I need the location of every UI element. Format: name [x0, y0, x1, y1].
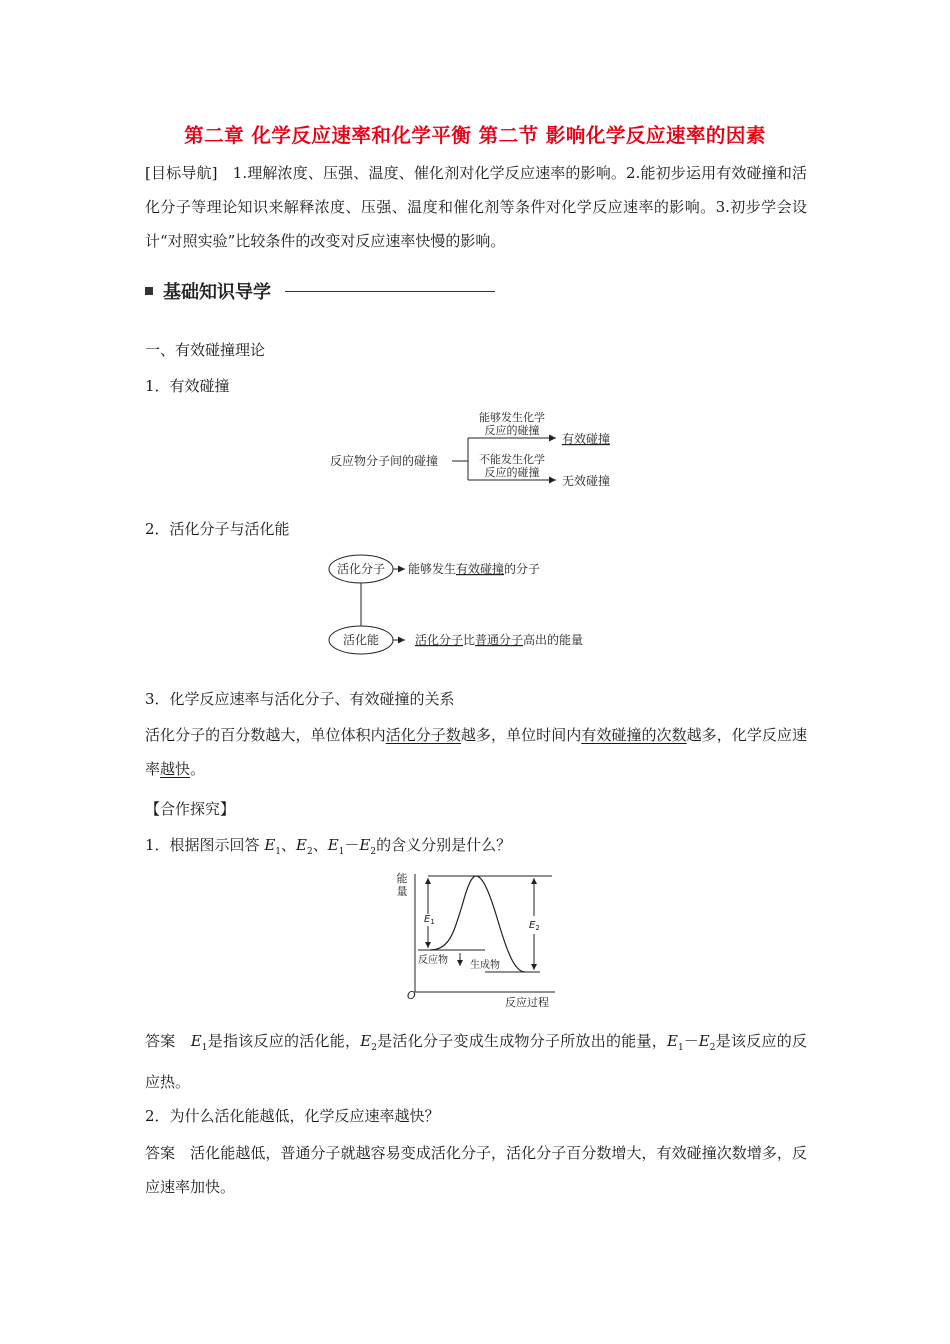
section-title: 基础知识导学: [163, 282, 271, 303]
collision-diagram: [320, 402, 640, 498]
question-1: 1．根据图示回答 $E_1$、$E_2$、$E_1-E_2$的含义分别是什么？: [145, 836, 512, 857]
x-axis-label: 反应过程: [505, 996, 549, 1009]
lower-label-2: 反应的碰撞: [484, 466, 540, 479]
y-axis-label-1: 能: [396, 872, 408, 885]
reactant-label: 反应物: [418, 955, 448, 966]
activation-diagram: [322, 548, 622, 660]
upper-result: 有效碰撞: [562, 432, 611, 446]
lower-label-1: 不能发生化学: [479, 453, 545, 466]
upper-label-1: 能够发生化学: [479, 411, 545, 424]
section-rule: [285, 291, 495, 292]
bottom-description: 活化分子比普通分子高出的能量: [415, 633, 584, 647]
relationship-paragraph: 活化分子的百分数越大，单位体积内活化分子数越多，单位时间内有效碰撞的次数越多，化学反应速率越快。: [145, 726, 807, 778]
square-bullet-icon: [145, 287, 153, 295]
upper-label-2: 反应的碰撞: [484, 424, 540, 437]
answer-1: 答案 $E_1$是指该反应的活化能，$E_2$是活化分子变成生成物分子所放出的能量，$E_1-E_2$是该反应的反应热。: [145, 1032, 807, 1091]
goal-prefix: [目标导航]: [145, 164, 218, 182]
cooperative-inquiry-heading: 【合作探究】: [145, 800, 236, 818]
page-title: 第二章 化学反应速率和化学平衡 第二节 影响化学反应速率的因素: [184, 124, 766, 147]
lower-result: 无效碰撞: [562, 474, 611, 488]
e1-label: $E_1$: [424, 914, 435, 926]
product-label: 生成物: [470, 960, 500, 971]
origin-label: O: [407, 989, 416, 1002]
section-header: [145, 278, 495, 304]
node-top-label: 活化分子: [336, 562, 386, 576]
y-axis-label-2: 量: [396, 885, 408, 898]
top-description: 能够发生有效碰撞的分子: [408, 562, 541, 576]
root-label: 反应物分子间的碰撞: [330, 454, 439, 468]
heading-activated-molecules: 2．活化分子与活化能: [145, 520, 290, 538]
heading-relationship: 3．化学反应速率与活化分子、有效碰撞的关系: [145, 690, 455, 708]
e2-label: $E_2$: [529, 920, 540, 932]
answer-2: 答案 活化能越低，普通分子就越容易变成活化分子，活化分子百分数增大，有效碰撞次数增多，反应速率加快。: [145, 1144, 807, 1196]
node-bottom-label: 活化能: [342, 633, 380, 647]
energy-profile-chart: [390, 866, 565, 1012]
goal-paragraph: [145, 156, 807, 258]
heading-effective-collision: 1．有效碰撞: [145, 377, 230, 395]
goal-text: 1.理解浓度、压强、温度、催化剂对化学反应速率的影响。2.能初步运用有效碰撞和活化分子等理论知识来解释浓度、压强、温度和催化剂等条件对化学反应速率的影响。3.初步学会设计“对照实验”比较条件的改变对反应速率快慢的影响。: [145, 164, 807, 250]
question-2: 2．为什么活化能越低，化学反应速率越快？: [145, 1107, 440, 1125]
heading-effective-collision-theory: 一、有效碰撞理论: [145, 341, 266, 359]
